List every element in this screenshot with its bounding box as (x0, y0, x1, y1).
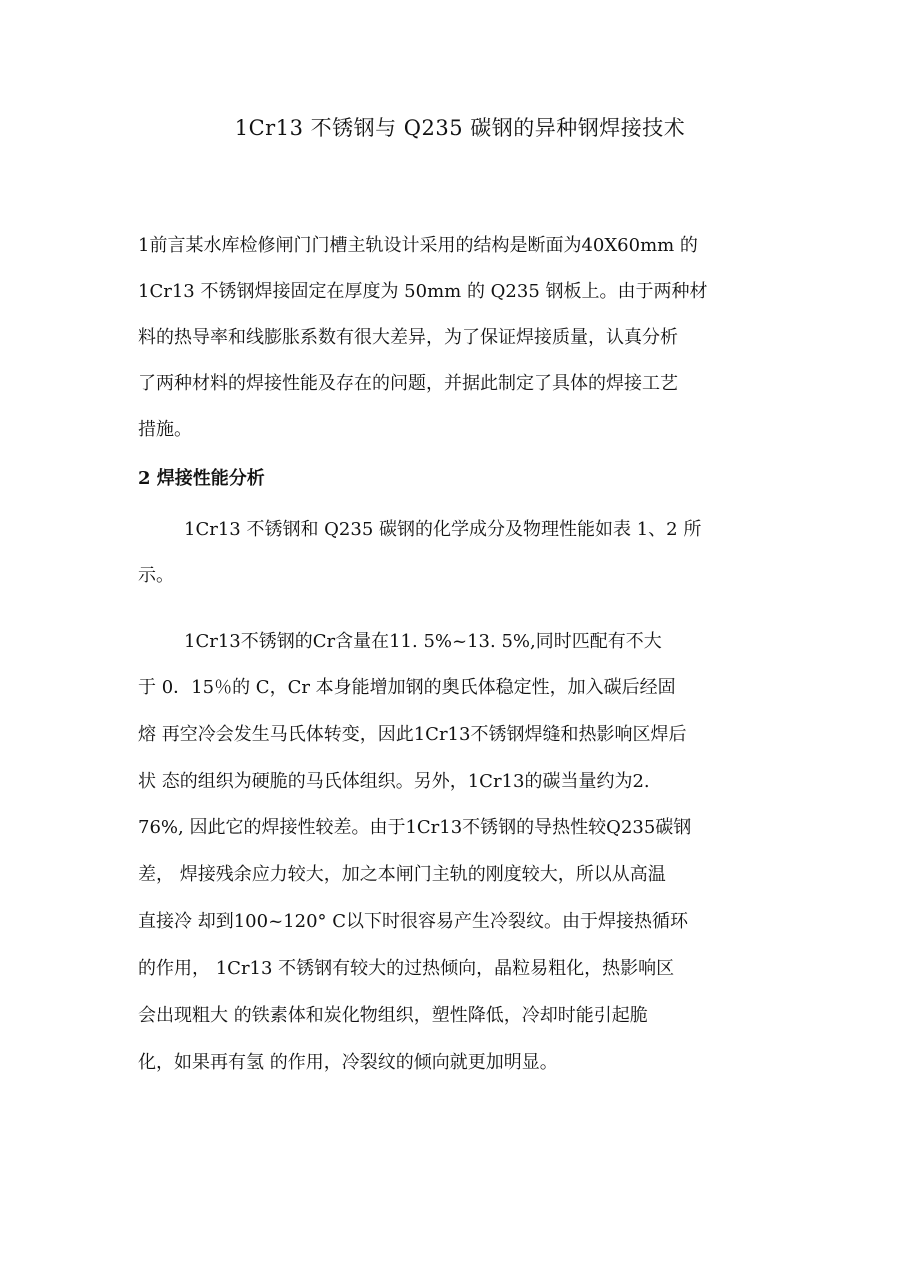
section-heading: 2 焊接性能分析 (138, 468, 265, 489)
text-line: 措施。 (138, 419, 192, 440)
text-line: 会出现粗大 的铁素体和炭化物组织，塑性降低，冷却时能引起脆 (138, 1005, 648, 1026)
text-line: 1Cr13不锈钢的Cr含量在11. 5%~13. 5%,同时匹配有不大 (184, 631, 662, 652)
text-line: 1前言某水库检修闸门门槽主轨设计采用的结构是断面为40X60mm 的 (138, 235, 698, 256)
text-line: 1Cr13 不锈钢和 Q235 碳钢的化学成分及物理性能如表 1、2 所 (184, 519, 702, 540)
text-line: 化，如果再有氢 的作用，冷裂纹的倾向就更加明显。 (138, 1052, 558, 1073)
text-line: 料的热导率和线膨胀系数有很大差异，为了保证焊接质量，认真分析 (138, 327, 678, 348)
document-title: 1Cr13 不锈钢与 Q235 碳钢的异种钢焊接技术 (234, 116, 686, 140)
text-line: 熔 再空冷会发生马氏体转变，因此1Cr13不锈钢焊缝和热影响区焊后 (138, 724, 687, 745)
text-line: 直接冷 却到100~120° C以下时很容易产生冷裂纹。由于焊接热循环 (138, 911, 689, 932)
text-line: 了两种材料的焊接性能及存在的问题，并据此制定了具体的焊接工艺 (138, 373, 678, 394)
text-line: 于 0．15％的 C，Cr 本身能增加钢的奥氏体稳定性，加入碳后经固 (138, 677, 676, 698)
text-line: 示。 (138, 565, 174, 586)
text-line: 的作用， 1Cr13 不锈钢有较大的过热倾向，晶粒易粗化，热影响区 (138, 958, 675, 979)
text-line: 状 态的组织为硬脆的马氏体组织。另外，1Cr13的碳当量约为2. (138, 771, 650, 792)
text-line: 1Cr13 不锈钢焊接固定在厚度为 50mm 的 Q235 钢板上。由于两种材 (138, 281, 708, 302)
text-line: 76%, 因此它的焊接性较差。由于1Cr13不锈钢的导热性较Q235碳钢 (138, 817, 692, 838)
text-line: 差， 焊接残余应力较大，加之本闸门主轨的刚度较大，所以从高温 (138, 864, 666, 885)
